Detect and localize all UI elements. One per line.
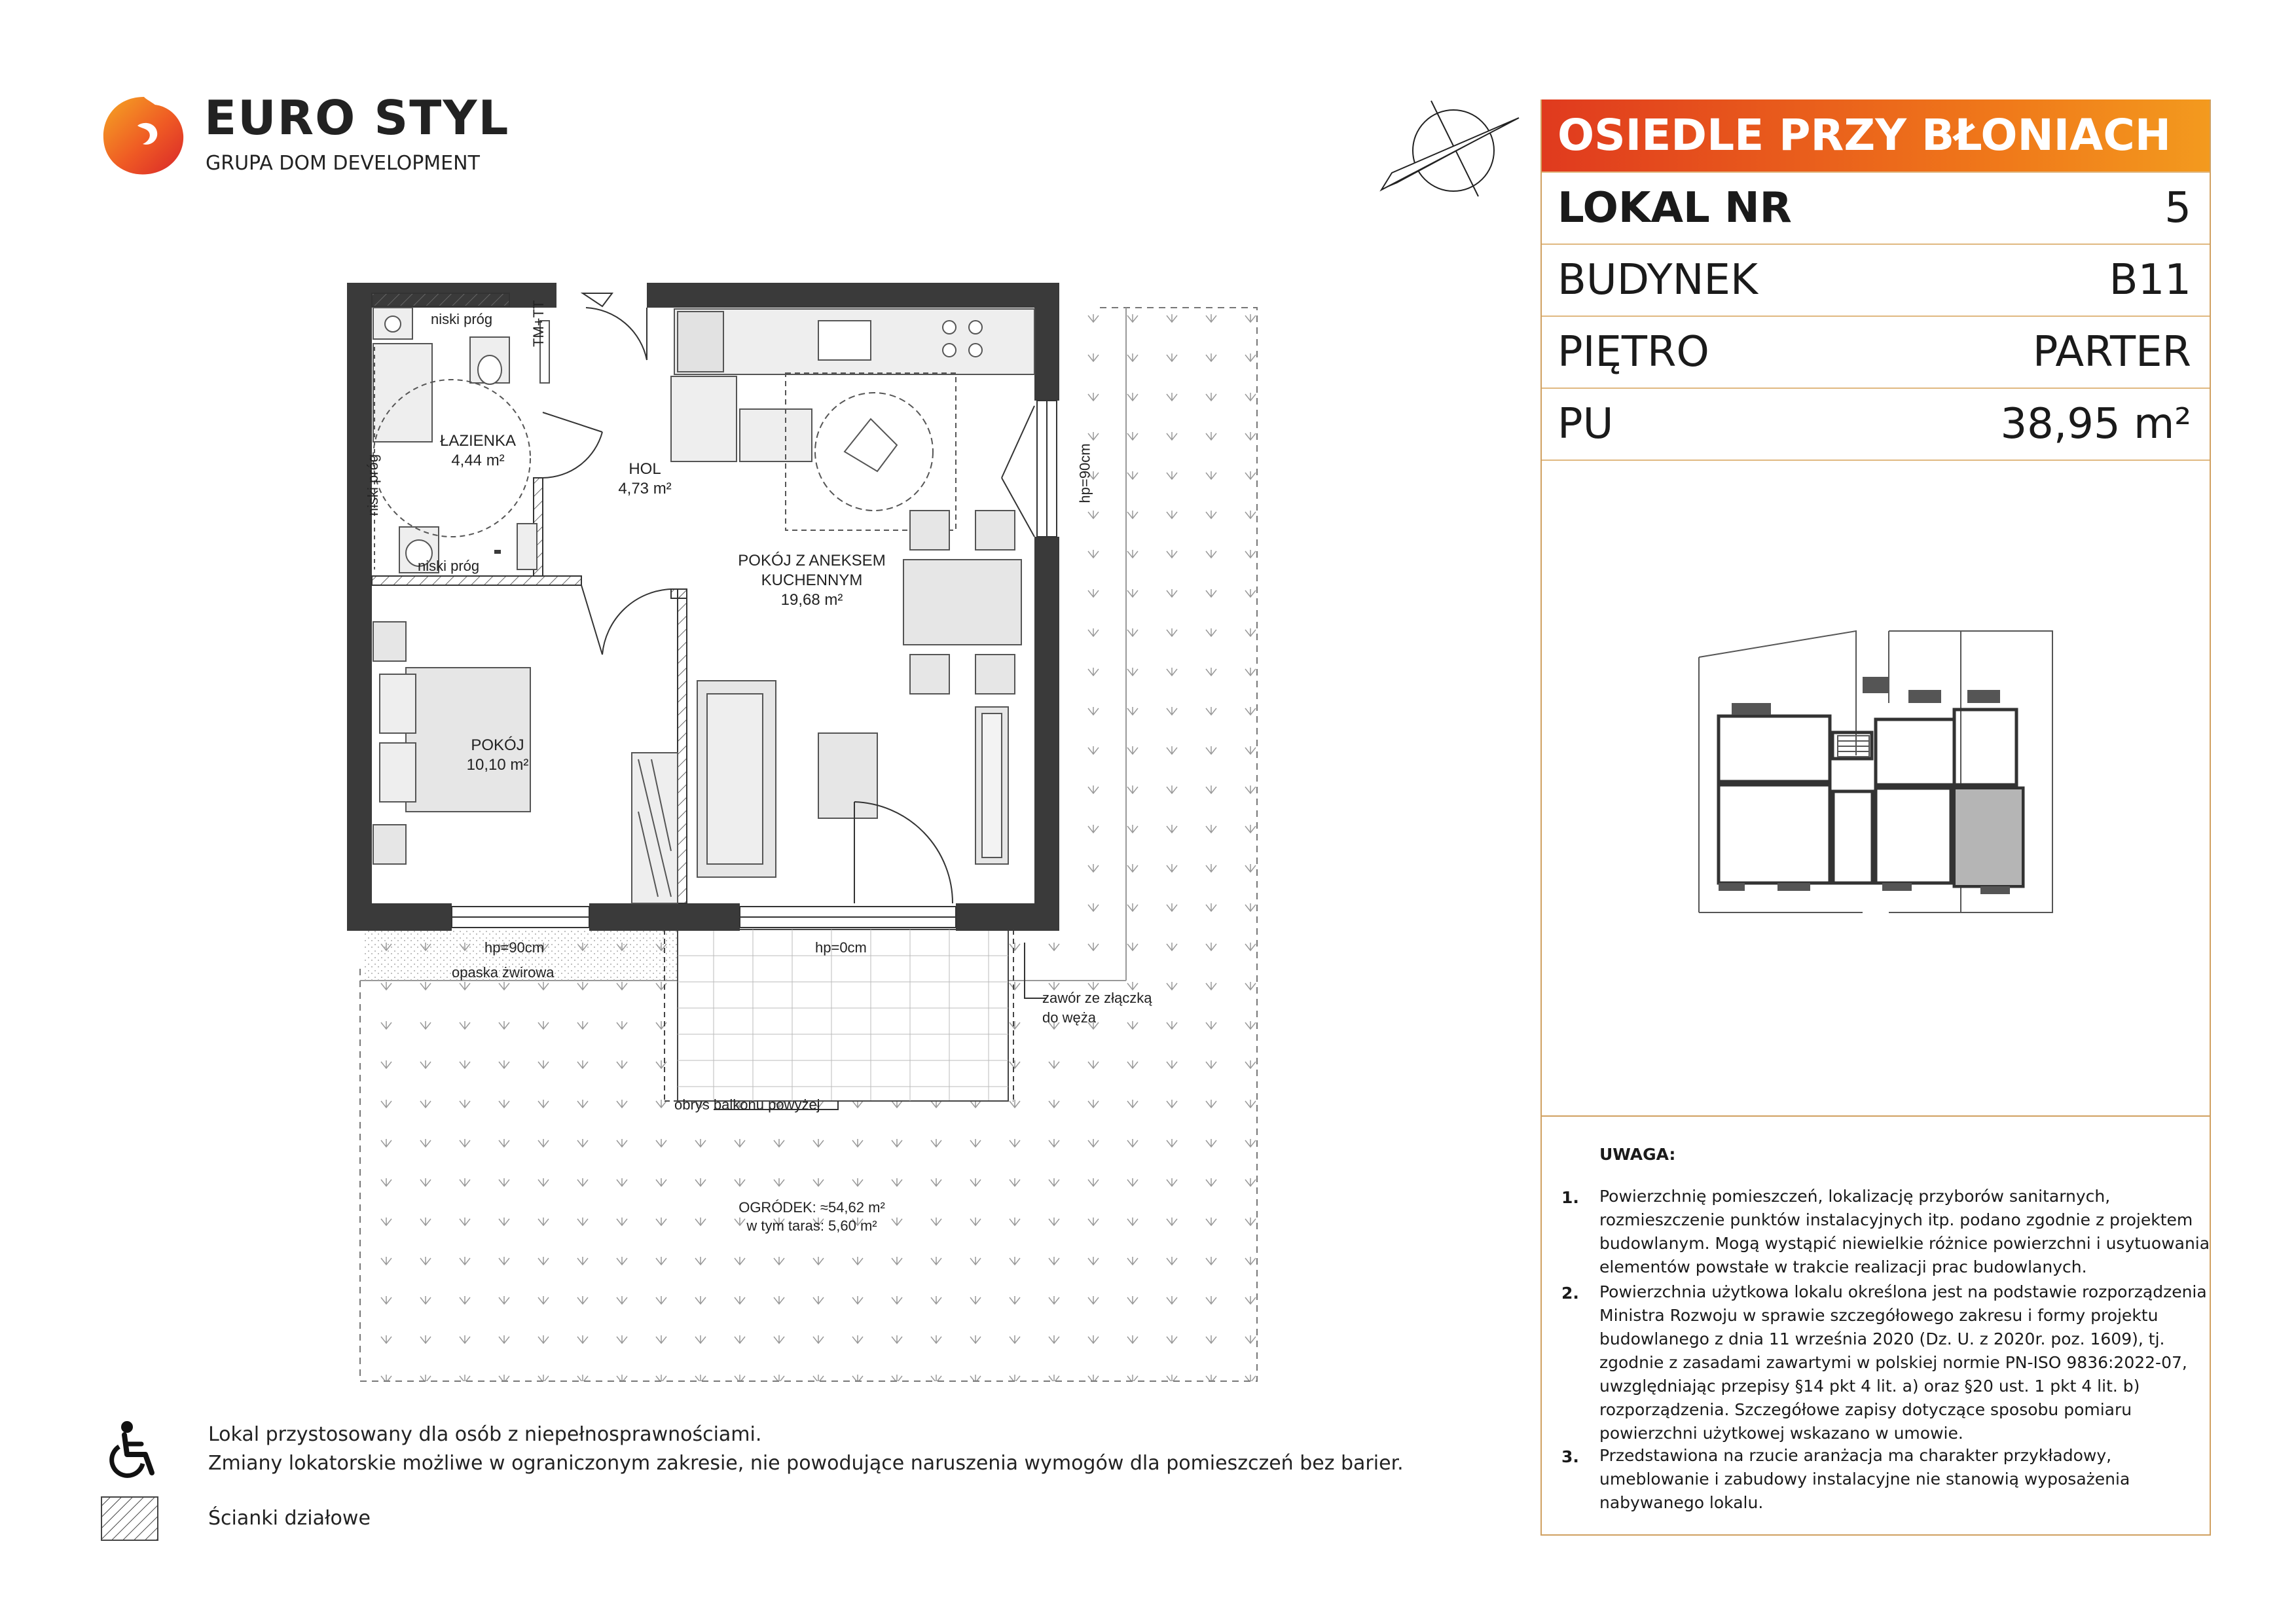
info-row-lokal <box>1542 171 2210 244</box>
note-line: zgodnie z zasadami zawartymi w polskiej normie PN-ISO 9836:2022-07, <box>1599 1353 2187 1372</box>
note-line: rozporządzenia. Szczegółowe zapisy dotyczące sposobu pomiaru <box>1599 1400 2132 1419</box>
building-key-plan <box>1692 624 2059 932</box>
note-text <box>1599 1185 2210 1279</box>
info-label: BUDYNEK <box>1558 256 1758 304</box>
note-text <box>1599 1444 2130 1515</box>
dining-set <box>903 511 1021 694</box>
info-value: 5 <box>2164 184 2191 232</box>
info-label: LOKAL NR <box>1558 184 1792 232</box>
info-row-pu <box>1542 388 2210 460</box>
info-row-budynek <box>1542 244 2210 316</box>
label-ogrodek: OGRÓDEK: ≈54,62 m² <box>738 1199 885 1216</box>
room-name-living: POKÓJ Z ANEKSEM <box>738 552 886 569</box>
entrance-door <box>583 293 647 360</box>
note-line: Przedstawiona na rzucie aranżacja ma charakter przykładowy, <box>1599 1446 2112 1465</box>
legend-accessible-1: Lokal przystosowany dla osób z niepełnosprawnościami. <box>208 1423 762 1446</box>
room-name-hall: HOL <box>629 460 661 478</box>
note-line: budowlanego z dnia 11 września 2020 (Dz. U. z 2020r. poz. 1609), tj. <box>1599 1329 2165 1348</box>
sofa-set <box>697 681 1008 877</box>
note-line: rozmieszczenie punktów instalacyjnych itp. podano zgodnie z projektem <box>1599 1210 2193 1229</box>
north-arrow-icon <box>1368 92 1539 203</box>
room-area-living: 19,68 m² <box>780 591 843 609</box>
room-area-bedroom: 10,10 m² <box>466 756 529 774</box>
label-niski-prog-top: niski próg <box>431 311 493 327</box>
legend-accessible-2: Zmiany lokatorskie możliwe w ograniczonym zakresie, nie powodujące naruszenia wymogów dla pomieszczeń bez barier. <box>208 1452 1404 1475</box>
room-area-bathroom: 4,44 m² <box>451 452 505 469</box>
brand-name: EURO STYL <box>204 90 510 145</box>
info-label: PU <box>1558 400 1614 448</box>
note-line: Powierzchnia użytkowa lokalu określona jest na podstawie rozporządzenia <box>1599 1282 2207 1301</box>
label-tm-tt: TM+TT <box>530 300 547 347</box>
label-niski-prog-bottom: niski próg <box>418 558 480 574</box>
info-value: B11 <box>2109 256 2191 304</box>
info-value: 38,95 m² <box>2000 400 2191 448</box>
note-line: nabywanego lokalu. <box>1599 1493 1764 1512</box>
room-name-bathroom: ŁAZIENKA <box>439 432 517 450</box>
note-line: Ministra Rozwoju w sprawie szczegółowego zakresu i formy projektu <box>1599 1306 2159 1325</box>
label-ogrodek-2: w tym taras: 5,60 m² <box>746 1218 877 1234</box>
note-number: 2. <box>1561 1284 1579 1303</box>
note-line: powierzchni użytkowej wskazano w umowie. <box>1599 1424 1963 1443</box>
brand-subtitle: GRUPA DOM DEVELOPMENT <box>206 152 480 175</box>
label-zawor-2: do węża <box>1042 1009 1096 1026</box>
label-balkon: obrys balkonu powyżej <box>674 1096 820 1113</box>
wheelchair-icon <box>105 1420 164 1479</box>
room-name-living-2: KUCHENNYM <box>761 571 863 589</box>
room-name-bedroom: POKÓJ <box>471 736 524 754</box>
note-line: uwzględniając przepisy §14 pkt 4 lit. a) oraz §20 ust. 1 pkt 4 lit. b) <box>1599 1377 2140 1396</box>
note-line: budowlanym. Mogą wystąpić niewielkie różnice powierzchni i usytuowania <box>1599 1234 2210 1253</box>
info-row-pietro <box>1542 316 2210 388</box>
label-niski-prog-side: niski próg <box>365 454 382 516</box>
label-hp0: hp=0cm <box>815 939 867 956</box>
note-text <box>1599 1280 2207 1445</box>
partition-swatch-icon <box>100 1496 159 1542</box>
info-value: PARTER <box>2032 328 2191 376</box>
brand-logo-mark <box>98 92 190 180</box>
label-hp90: hp=90cm <box>484 939 545 956</box>
note-number: 1. <box>1561 1188 1579 1207</box>
room-area-hall: 4,73 m² <box>618 480 672 497</box>
info-table <box>1540 99 2211 1117</box>
label-opaska: opaska żwirowa <box>452 964 555 981</box>
legend-partition: Ścianki działowe <box>208 1507 371 1530</box>
label-hp90-side: hp=90cm <box>1076 443 1093 503</box>
notes-title: UWAGA: <box>1599 1145 1676 1164</box>
label-zawor: zawór ze złączką <box>1042 990 1152 1006</box>
kitchen <box>671 309 1034 461</box>
note-line: umeblowanie i zabudowy instalacyjne nie stanowią wyposażenia <box>1599 1470 2130 1489</box>
building-key-plan-panel <box>1542 460 2210 1115</box>
note-number: 3. <box>1561 1447 1579 1466</box>
project-name: OSIEDLE PRZY BŁONIACH <box>1542 99 2210 171</box>
note-line: Powierzchnię pomieszczeń, lokalizację przyborów sanitarnych, <box>1599 1187 2111 1206</box>
info-label: PIĘTRO <box>1558 328 1709 376</box>
note-line: elementów powstałe w trakcie realizacji prac budowlanych. <box>1599 1257 2087 1276</box>
